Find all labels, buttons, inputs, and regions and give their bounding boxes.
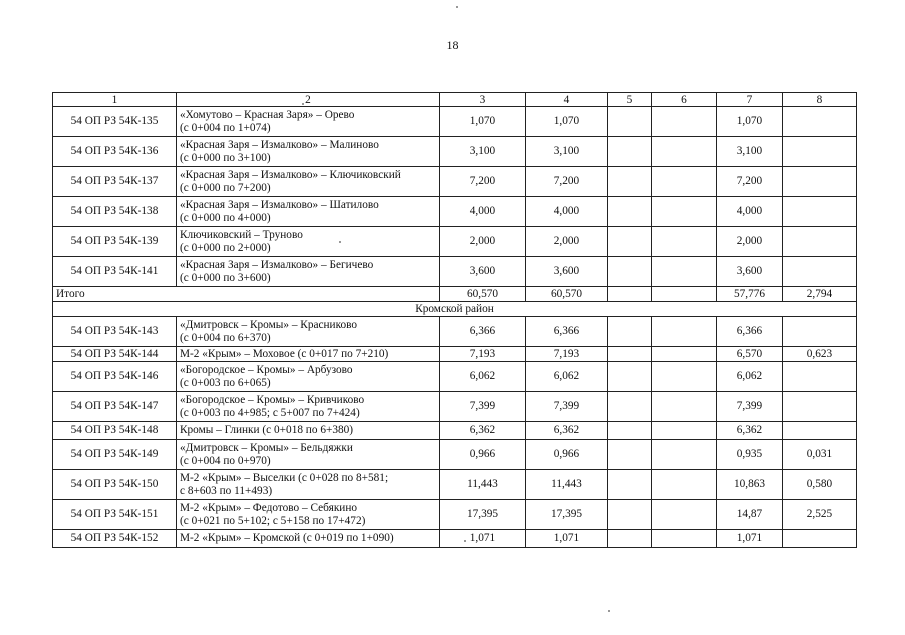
road-name-cell <box>177 317 440 347</box>
total-row <box>53 287 857 302</box>
value-cell: 17,395 <box>526 500 608 530</box>
column-header: 1 <box>53 93 177 107</box>
value-cell <box>652 167 717 197</box>
scan-speck <box>608 610 610 612</box>
total-value-cell <box>608 287 652 302</box>
table-row <box>53 470 857 500</box>
road-name-line: «Красная Заря – Измалково» – Ключиковский <box>180 168 401 181</box>
road-name-line: «Красная Заря – Измалково» – Малиново <box>180 138 379 151</box>
value-cell <box>608 347 652 362</box>
scan-speck <box>302 103 304 105</box>
total-value-cell: 60,570 <box>440 287 526 302</box>
value-cell <box>608 530 652 548</box>
scan-speck <box>456 6 458 8</box>
road-name-line: Ключиковский – Труново <box>180 228 303 241</box>
column-header: 7 <box>717 93 783 107</box>
value-cell <box>608 227 652 257</box>
road-name-cell <box>177 197 440 227</box>
value-cell <box>608 362 652 392</box>
value-cell <box>652 470 717 500</box>
value-cell <box>652 107 717 137</box>
value-cell: 1,070 <box>440 107 526 137</box>
value-cell <box>783 227 857 257</box>
value-cell: 4,000 <box>717 197 783 227</box>
value-cell <box>652 347 717 362</box>
road-name-cell <box>177 530 440 548</box>
road-name-line: «Хомутово – Красная Заря» – Орево <box>180 108 355 121</box>
value-cell: 3,600 <box>526 257 608 287</box>
total-value-cell: 60,570 <box>526 287 608 302</box>
value-cell: 2,000 <box>440 227 526 257</box>
value-cell <box>608 470 652 500</box>
value-cell <box>783 362 857 392</box>
value-cell: 7,200 <box>717 167 783 197</box>
value-cell: 3,100 <box>440 137 526 167</box>
road-code-cell: 54 ОП РЗ 54К-138 <box>53 197 177 227</box>
road-code-cell: 54 ОП РЗ 54К-141 <box>53 257 177 287</box>
road-name-line: (с 0+003 по 6+065) <box>180 376 271 389</box>
table-row <box>53 500 857 530</box>
scan-speck <box>339 241 341 243</box>
value-cell: 6,062 <box>526 362 608 392</box>
value-cell: 0,966 <box>440 440 526 470</box>
road-name-line: (с 0+000 по 4+000) <box>180 211 271 224</box>
value-cell <box>608 107 652 137</box>
value-cell <box>783 422 857 440</box>
value-cell: 7,200 <box>440 167 526 197</box>
road-name-cell <box>177 167 440 197</box>
road-name-cell <box>177 227 440 257</box>
value-cell <box>652 500 717 530</box>
road-name-line: М-2 «Крым» – Кромской (с 0+019 по 1+090) <box>180 532 394 544</box>
total-value-cell <box>652 287 717 302</box>
value-cell <box>652 257 717 287</box>
value-cell: 1,070 <box>526 107 608 137</box>
value-cell: 7,399 <box>440 392 526 422</box>
road-name-line: «Дмитровск – Кромы» – Бельдяжки <box>180 441 353 454</box>
table-row <box>53 137 857 167</box>
value-cell <box>652 362 717 392</box>
road-name-cell <box>177 362 440 392</box>
road-code-cell: 54 ОП РЗ 54К-137 <box>53 167 177 197</box>
road-name-line: «Красная Заря – Измалково» – Шатилово <box>180 198 379 211</box>
column-header: 6 <box>652 93 717 107</box>
value-cell <box>608 317 652 347</box>
road-name-line: с 8+603 по 11+493) <box>180 484 273 497</box>
road-code-cell: 54 ОП РЗ 54К-148 <box>53 422 177 440</box>
road-name-line: (с 0+003 по 4+985; с 5+007 по 7+424) <box>180 406 360 419</box>
road-name-line: (с 0+004 по 6+370) <box>180 331 271 344</box>
road-code-cell: 54 ОП РЗ 54К-151 <box>53 500 177 530</box>
value-cell: 2,525 <box>783 500 857 530</box>
road-name-line: (с 0+004 по 0+970) <box>180 454 271 467</box>
total-value-cell: 2,794 <box>783 287 857 302</box>
road-name-line: (с 0+004 по 1+074) <box>180 121 271 134</box>
table-row <box>53 392 857 422</box>
value-cell <box>783 317 857 347</box>
value-cell: 0,580 <box>783 470 857 500</box>
value-cell: 0,935 <box>717 440 783 470</box>
value-cell <box>608 137 652 167</box>
value-cell: 4,000 <box>440 197 526 227</box>
road-name-line: (с 0+000 по 3+600) <box>180 271 271 284</box>
value-cell: 2,000 <box>526 227 608 257</box>
value-cell <box>652 422 717 440</box>
value-cell: 14,87 <box>717 500 783 530</box>
value-cell: 1,071 <box>526 530 608 548</box>
road-code-cell: 54 ОП РЗ 54К-149 <box>53 440 177 470</box>
road-name-cell <box>177 500 440 530</box>
value-cell: 6,570 <box>717 347 783 362</box>
value-cell <box>783 167 857 197</box>
road-name-line: (с 0+021 по 5+102; с 5+158 по 17+472) <box>180 514 366 527</box>
road-code-cell: 54 ОП РЗ 54К-147 <box>53 392 177 422</box>
road-name-line: (с 0+000 по 7+200) <box>180 181 271 194</box>
table-row <box>53 317 857 347</box>
road-code-cell: 54 ОП РЗ 54К-144 <box>53 347 177 362</box>
table-row <box>53 530 857 548</box>
value-cell <box>608 197 652 227</box>
value-cell: 2,000 <box>717 227 783 257</box>
section-row <box>53 302 857 317</box>
road-name-cell <box>177 347 440 362</box>
column-header: 2 <box>177 93 440 107</box>
value-cell: 3,100 <box>717 137 783 167</box>
value-cell: 7,399 <box>526 392 608 422</box>
table-row <box>53 107 857 137</box>
value-cell <box>652 392 717 422</box>
road-name-line: «Красная Заря – Измалково» – Бегичево <box>180 258 374 271</box>
road-code-cell: 54 ОП РЗ 54К-146 <box>53 362 177 392</box>
road-code-cell: 54 ОП РЗ 54К-143 <box>53 317 177 347</box>
value-cell: 6,062 <box>717 362 783 392</box>
value-cell <box>652 197 717 227</box>
road-name-line: «Богородское – Кромы» – Арбузово <box>180 363 353 376</box>
value-cell <box>783 530 857 548</box>
value-cell <box>783 197 857 227</box>
road-code-cell: 54 ОП РЗ 54К-139 <box>53 227 177 257</box>
value-cell: 10,863 <box>717 470 783 500</box>
column-header: 5 <box>608 93 652 107</box>
road-name-cell <box>177 107 440 137</box>
table-row <box>53 422 857 440</box>
road-name-line: М-2 «Крым» – Выселки (с 0+028 по 8+581; <box>180 471 389 484</box>
road-name-line: (с 0+000 по 3+100) <box>180 151 271 164</box>
road-name-cell <box>177 470 440 500</box>
value-cell <box>608 440 652 470</box>
value-cell <box>783 107 857 137</box>
value-cell: 6,366 <box>440 317 526 347</box>
value-cell <box>783 392 857 422</box>
value-cell: 3,100 <box>526 137 608 167</box>
value-cell: 4,000 <box>526 197 608 227</box>
value-cell: 1,071 <box>440 530 526 548</box>
road-code-cell: 54 ОП РЗ 54К-150 <box>53 470 177 500</box>
column-header: 4 <box>526 93 608 107</box>
value-cell: 1,071 <box>717 530 783 548</box>
value-cell <box>608 500 652 530</box>
value-cell <box>652 227 717 257</box>
value-cell <box>608 392 652 422</box>
value-cell: 0,623 <box>783 347 857 362</box>
value-cell: 0,966 <box>526 440 608 470</box>
table-row <box>53 197 857 227</box>
value-cell: 1,070 <box>717 107 783 137</box>
scan-speck <box>464 540 466 542</box>
value-cell <box>783 137 857 167</box>
value-cell <box>652 137 717 167</box>
value-cell <box>652 440 717 470</box>
road-table <box>52 92 857 548</box>
road-name-cell <box>177 257 440 287</box>
road-name-line: Кромы – Глинки (с 0+018 по 6+380) <box>180 424 354 436</box>
value-cell <box>608 167 652 197</box>
value-cell <box>652 530 717 548</box>
table-row <box>53 440 857 470</box>
value-cell: 0,031 <box>783 440 857 470</box>
value-cell <box>608 257 652 287</box>
value-cell: 6,362 <box>526 422 608 440</box>
value-cell: 6,366 <box>526 317 608 347</box>
table-row <box>53 347 857 362</box>
road-name-cell <box>177 440 440 470</box>
column-header: 3 <box>440 93 526 107</box>
total-value-cell: 57,776 <box>717 287 783 302</box>
table-row <box>53 227 857 257</box>
value-cell: 6,062 <box>440 362 526 392</box>
table-row <box>53 167 857 197</box>
value-cell: 3,600 <box>440 257 526 287</box>
value-cell: 17,395 <box>440 500 526 530</box>
value-cell: 6,366 <box>717 317 783 347</box>
total-label: Итого <box>53 287 440 302</box>
value-cell <box>783 257 857 287</box>
road-name-line: «Богородское – Кромы» – Кривчиково <box>180 393 365 406</box>
road-name-cell <box>177 137 440 167</box>
table-row <box>53 257 857 287</box>
road-name-line: (с 0+000 по 2+000) <box>180 241 271 254</box>
value-cell: 7,200 <box>526 167 608 197</box>
value-cell: 11,443 <box>526 470 608 500</box>
value-cell: 11,443 <box>440 470 526 500</box>
value-cell: 7,193 <box>440 347 526 362</box>
value-cell <box>608 422 652 440</box>
road-name-line: М-2 «Крым» – Федотово – Себякино <box>180 501 358 514</box>
section-title: Кромской район <box>53 302 857 317</box>
column-header: 8 <box>783 93 857 107</box>
value-cell: 3,600 <box>717 257 783 287</box>
value-cell: 7,193 <box>526 347 608 362</box>
table-row <box>53 362 857 392</box>
road-code-cell: 54 ОП РЗ 54К-135 <box>53 107 177 137</box>
value-cell: 7,399 <box>717 392 783 422</box>
road-code-cell: 54 ОП РЗ 54К-152 <box>53 530 177 548</box>
page-number: 18 <box>446 38 459 52</box>
value-cell: 6,362 <box>440 422 526 440</box>
header-row <box>53 93 857 107</box>
road-name-cell <box>177 422 440 440</box>
value-cell <box>652 317 717 347</box>
road-code-cell: 54 ОП РЗ 54К-136 <box>53 137 177 167</box>
road-name-line: М-2 «Крым» – Моховое (с 0+017 по 7+210) <box>180 347 389 360</box>
road-name-cell <box>177 392 440 422</box>
road-name-line: «Дмитровск – Кромы» – Красниково <box>180 318 358 331</box>
value-cell: 6,362 <box>717 422 783 440</box>
